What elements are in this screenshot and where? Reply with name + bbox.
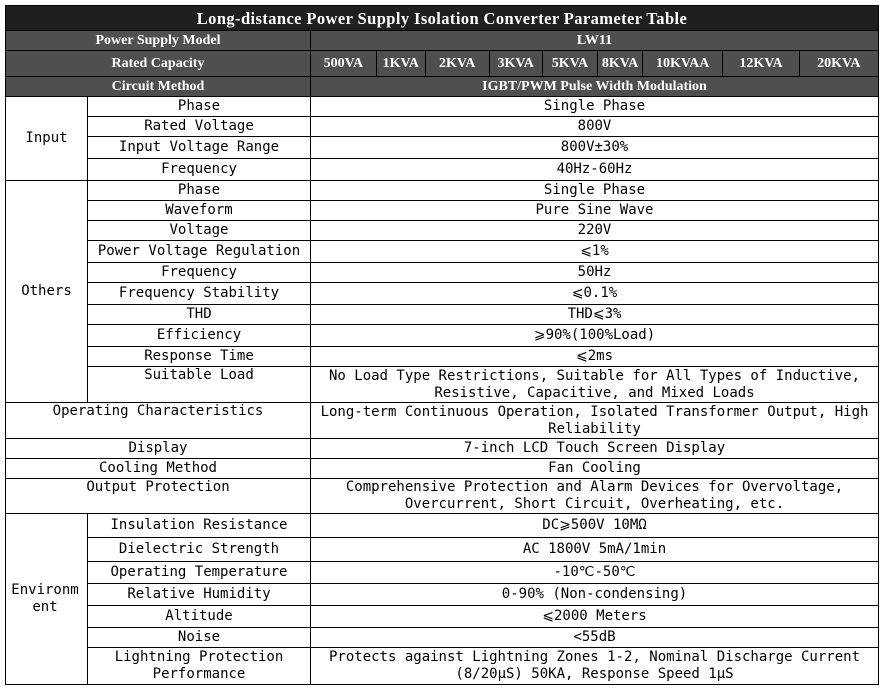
row-label: Cooling Method: [6, 459, 311, 479]
row-label: Lightning Protection Performance: [88, 648, 311, 685]
table-row: [6, 347, 879, 367]
row-value: ⩾90%(100%Load): [311, 325, 879, 347]
row-label: Efficiency: [88, 325, 311, 347]
row-value: No Load Type Restrictions, Suitable for All Types of Inductive, Resistive, Capacitive, and Mixed Loads: [311, 367, 879, 403]
table-row: [6, 221, 879, 241]
table-row: [6, 325, 879, 347]
capacity-option: 10KVAA: [642, 51, 722, 76]
table-row: [6, 628, 879, 648]
table-row: [6, 201, 879, 221]
capacity-option: 20KVA: [799, 51, 878, 76]
row-value: 50Hz: [311, 263, 879, 283]
table-title: Long-distance Power Supply Isolation Converter Parameter Table: [6, 6, 879, 31]
capacity-list: [311, 51, 879, 77]
capacity-option: 500VA: [323, 56, 364, 71]
row-label: Rated Voltage: [88, 117, 311, 137]
row-label: Suitable Load: [88, 367, 311, 403]
parameter-table: [5, 5, 879, 685]
group-label-others: Others: [6, 181, 88, 403]
model-value: LW11: [311, 31, 879, 51]
table-row: [6, 538, 879, 562]
row-label: Display: [6, 439, 311, 459]
row-label: Insulation Resistance: [88, 514, 311, 538]
row-label: Input Voltage Range: [88, 137, 311, 159]
row-value: 800V: [311, 117, 879, 137]
group-label-input: Input: [6, 97, 88, 181]
row-value: Single Phase: [311, 97, 879, 117]
circuit-value: IGBT/PWM Pulse Width Modulation: [311, 77, 879, 97]
row-label: Operating Temperature: [88, 562, 311, 584]
capacity-option: 5KVA: [542, 51, 597, 76]
row-label: Phase: [88, 97, 311, 117]
table-row: [6, 562, 879, 584]
table-row: [6, 584, 879, 606]
row-value: ⩽2000 Meters: [311, 606, 879, 628]
row-value: ⩽1%: [311, 241, 879, 263]
table-row: [6, 367, 879, 403]
row-label: Frequency: [88, 159, 311, 181]
table-row: [6, 241, 879, 263]
table-row: [6, 479, 879, 514]
table-row: [6, 305, 879, 325]
row-label: Phase: [88, 181, 311, 201]
row-value: 0-90% (Non-condensing): [311, 584, 879, 606]
row-value: THD⩽3%: [311, 305, 879, 325]
row-value: 40Hz-60Hz: [311, 159, 879, 181]
capacity-option: 8KVA: [597, 51, 642, 76]
table-row: [6, 263, 879, 283]
table-row: [6, 137, 879, 159]
table-row: [6, 403, 879, 439]
table-row: [6, 648, 879, 685]
row-label: Output Protection: [6, 479, 311, 514]
row-label: Altitude: [88, 606, 311, 628]
row-value: <55dB: [311, 628, 879, 648]
row-value: -10℃-50℃: [311, 562, 879, 584]
row-label: Operating Characteristics: [6, 403, 311, 439]
row-value: Pure Sine Wave: [311, 201, 879, 221]
group-label-environment: [6, 514, 88, 685]
row-value: 7-inch LCD Touch Screen Display: [311, 439, 879, 459]
row-value: Single Phase: [311, 181, 879, 201]
circuit-label: Circuit Method: [6, 77, 311, 97]
row-value: AC 1800V 5mA/1min: [311, 538, 879, 562]
row-value: Protects against Lightning Zones 1-2, Nominal Discharge Current (8/20μS) 50KA, Response Speed 1μS: [311, 648, 879, 685]
row-value: Fan Cooling: [311, 459, 879, 479]
row-value: Comprehensive Protection and Alarm Devices for Overvoltage, Overcurrent, Short Circuit, Overheating, etc.: [311, 479, 879, 514]
table-row: [6, 181, 879, 201]
row-value: Long-term Continuous Operation, Isolated Transformer Output, High Reliability: [311, 403, 879, 439]
table-row: [6, 606, 879, 628]
row-label: Frequency: [88, 263, 311, 283]
capacity-option: 3KVA: [489, 51, 542, 76]
row-value: DC⩾500V 10MΩ: [311, 514, 879, 538]
table-row: [6, 514, 879, 538]
row-label: Power Voltage Regulation: [88, 241, 311, 263]
capacity-option: 2KVA: [425, 51, 489, 76]
group-label-text: Environment: [11, 582, 79, 615]
capacity-label: Rated Capacity: [6, 51, 311, 77]
table-row: [6, 97, 879, 117]
table-row: [6, 283, 879, 305]
row-label: Frequency Stability: [88, 283, 311, 305]
row-value: 800V±30%: [311, 137, 879, 159]
model-label: Power Supply Model: [6, 31, 311, 51]
row-value: ⩽0.1%: [311, 283, 879, 305]
table-row: [6, 459, 879, 479]
row-label: Response Time: [88, 347, 311, 367]
row-label: Noise: [88, 628, 311, 648]
row-label: Waveform: [88, 201, 311, 221]
table-row: [6, 159, 879, 181]
row-label: Relative Humidity: [88, 584, 311, 606]
capacity-option: 12KVA: [722, 51, 798, 76]
table-row: [6, 439, 879, 459]
row-value: 220V: [311, 221, 879, 241]
row-label: Dielectric Strength: [88, 538, 311, 562]
capacity-option: 1KVA: [376, 51, 425, 76]
row-label: Voltage: [88, 221, 311, 241]
table-row: [6, 117, 879, 137]
row-value: ⩽2ms: [311, 347, 879, 367]
row-label: THD: [88, 305, 311, 325]
